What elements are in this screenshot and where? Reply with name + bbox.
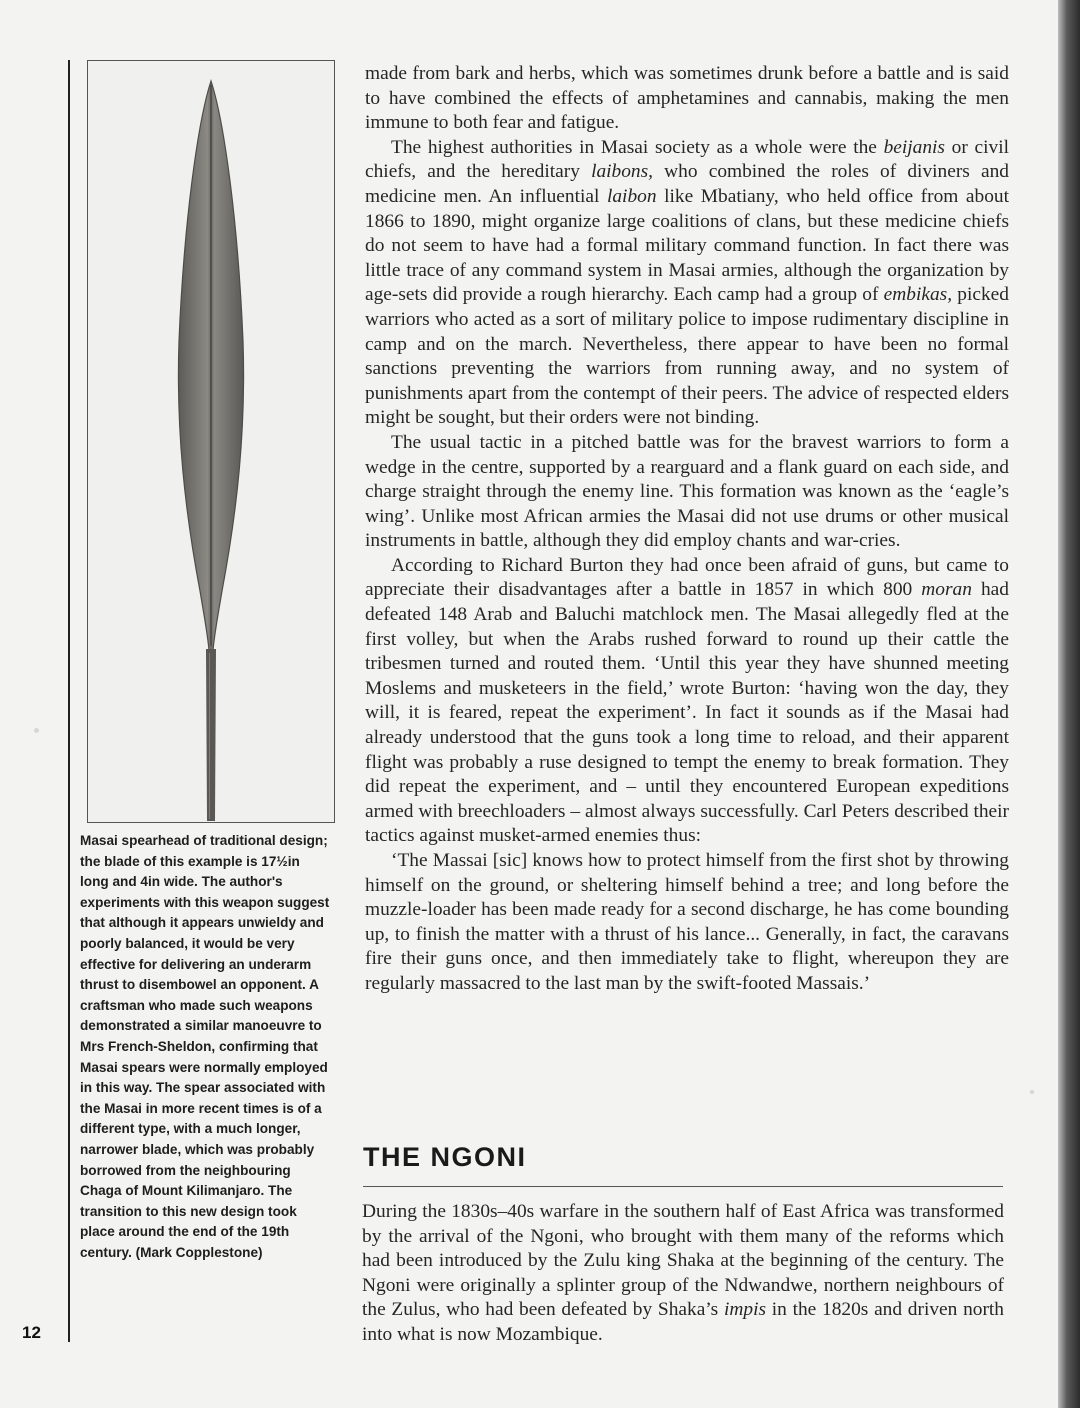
text-run: The highest authorities in Masai society as a whole were the bbox=[391, 136, 884, 158]
margin-rule bbox=[68, 60, 70, 1342]
text-run: or civil chiefs, and the hereditary bbox=[365, 136, 1009, 183]
page-number: 12 bbox=[22, 1323, 41, 1342]
italic-term: laibon bbox=[606, 185, 657, 207]
body-text bbox=[365, 62, 1009, 997]
body-paragraph-2 bbox=[365, 136, 1009, 431]
page-edge-shadow bbox=[1058, 0, 1080, 1408]
body-paragraph-3: The usual tactic in a pitched battle was for the bravest warriors to form a wedge in the centre, supported by a rearguard and a flank guard on each side, and charge straight through the enemy line. This formation was known as the ‘eagle’s wing’. Unlike most African armies the Masai did not use drums or other musical instruments in battle, although they did employ chants and war-cries. bbox=[365, 431, 1009, 552]
paper-speck bbox=[1030, 1090, 1034, 1094]
text-run: had defeated 148 Arab and Baluchi matchlock men. The Masai allegedly fled at the first volley, but when the Arabs rushed forward to round up their cattle the tribesmen turned and routed them. ‘Until this year they have shunned meeting Moslems and musketeers in the field,’ wrote Burton: ‘having won the day, they will, it is feared, repeat the experiment’. In fact it sounds as if the Masai had already understood that the guns took a long time to reload, and their apparent flight was probably a ruse designed to tempt the enemy to break formation. They did repeat the experiment, and – until they encountered European expeditions armed with breechloaders – almost always successfully. Carl Peters described their tactics against musket-armed enemies thus: bbox=[365, 579, 1009, 847]
spear-socket bbox=[206, 649, 216, 821]
text-run: like Mbatiany, who held office from about 1866 to 1890, might organize large coalitions of clans, but these medicine chiefs do not seem to have had a formal military command function. In fact there was little trace of any command system in Masai armies, although the organization by age-sets did provide a rough hierarchy. Each camp had a group of bbox=[365, 185, 1010, 306]
section-paragraph-1 bbox=[362, 1200, 1004, 1348]
caption-text: Masai spearhead of traditional design; the blade of this example is 17½in long and 4in wide. The author's experiments with this weapon suggest that although it appears unwieldy and poorly balanced, it would be very effective for delivering an underarm thrust to disembowel an opponent. A craftsman who made such weapons demonstrated a similar manoeuvre to Mrs French-Sheldon, confirming that Masai spears were normally employed in this way. The spear associated with the Masai in more recent times is of a different type, with a much longer, narrower blade, which was probably borrowed from the neighbouring Chaga of Mount Kilimanjaro. The transition to this new design took place around the end of the 19th century. (Mark Copplestone) bbox=[80, 833, 330, 1260]
italic-term: embikas, bbox=[883, 284, 953, 306]
text-run: picked warriors who acted as a sort of military police to impose rudimentary discipline in camp and on the march. Nevertheless, there appear to have been no formal sanctions preventing the warriors from running away, and no system of punishments apart from the contempt of their peers. The advice of respected elders might be sought, but their orders were not binding. bbox=[365, 284, 1009, 429]
italic-term: moran bbox=[921, 579, 972, 601]
body-paragraph-4 bbox=[365, 554, 1009, 849]
body-paragraph-5: ‘The Massai [sic] knows how to protect himself from the first shot by throwing himself on the ground, or sheltering himself behind a tree; and long before the muzzle-loader has been made ready for a second discharge, he has come bounding up, to finish the matter with a thrust of his lance... Generally, in fact, the caravans fire their guns once, and then immediately take to flight, whereupon they are regularly massacred to the last man by the swift-footed Massais.’ bbox=[365, 850, 1009, 994]
italic-term: laibons, bbox=[591, 161, 654, 183]
text-run: in the 1820s and driven north into what is now Mozambique. bbox=[362, 1299, 1005, 1345]
paper-speck bbox=[34, 728, 39, 733]
text-run: During the 1830s–40s warfare in the southern half of East Africa was transformed by the arrival of the Ngoni, who brought with them many of the reforms which had been introduced by the Zulu king Shaka at the beginning of the century. The Ngoni were originally a splinter group of the Ndwandwe, northern neighbours of the Zulus, who had been defeated by Shaka’s bbox=[362, 1201, 1004, 1321]
text-run: who combined the roles of diviners and medicine men. An influential bbox=[365, 161, 1009, 207]
text-run: According to Richard Burton they had once been afraid of guns, but came to appreciate their disadvantages after a battle in 1857 in which 800 bbox=[365, 554, 1009, 601]
section-heading: THE NGONI bbox=[363, 1142, 527, 1172]
spearhead-image bbox=[88, 61, 334, 822]
heading-rule bbox=[363, 1186, 1003, 1187]
body-paragraph-1: made from bark and herbs, which was sometimes drunk before a battle and is said to have combined the effects of amphetamines and cannabis, making the men immune to both fear and fatigue. bbox=[365, 63, 1009, 134]
italic-term: impis bbox=[723, 1299, 767, 1321]
spearhead-photo bbox=[87, 60, 335, 823]
figure-caption bbox=[80, 831, 330, 1263]
italic-term: beijanis bbox=[883, 136, 945, 158]
